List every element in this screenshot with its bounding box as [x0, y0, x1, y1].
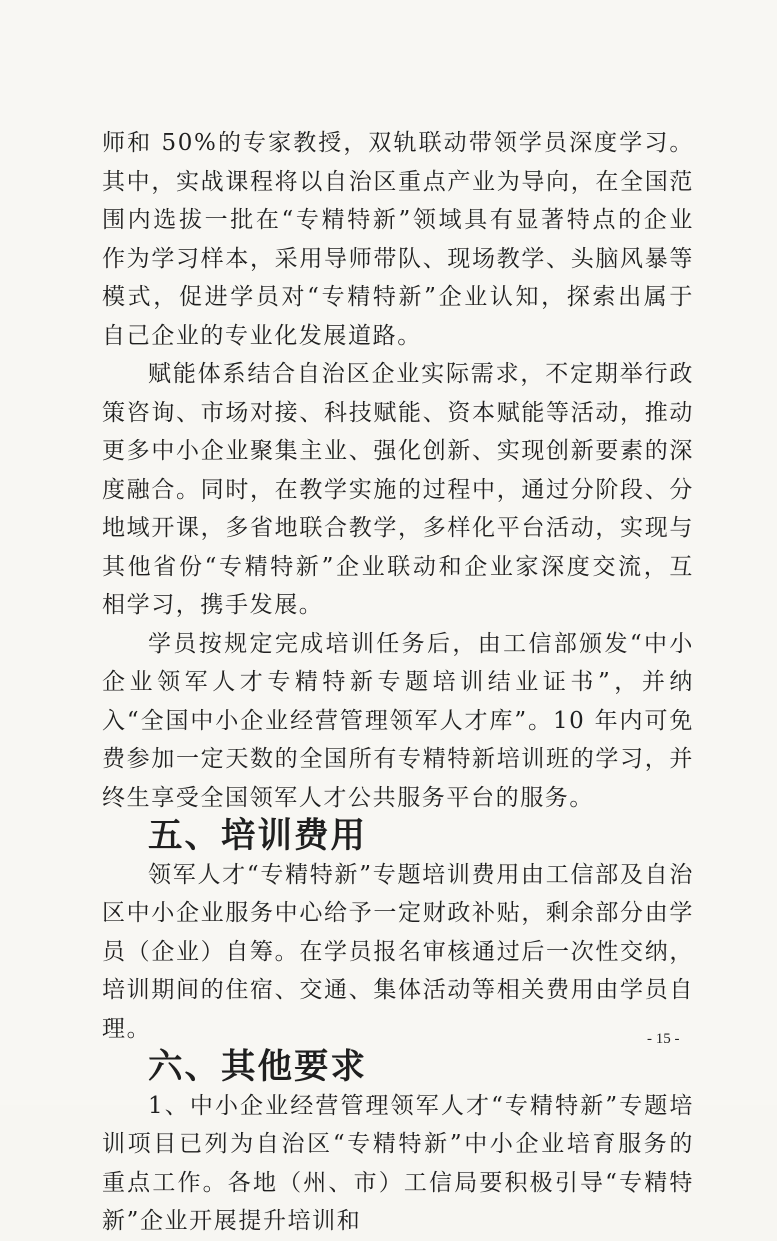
section-heading-other-requirements: 六、其他要求: [148, 1047, 367, 1087]
section-heading-training-fees: 五、培训费用: [148, 816, 367, 856]
page-number: - 15 -: [647, 1031, 680, 1047]
paragraph-certificate: 学员按规定完成培训任务后，由工信部颁发“中小企业领军人才专精特新专题培训结业证书”，并纳入“全国中小企业经营管理领军人才库”。10 年内可免费参加一定天数的全国所有专精特新培训班的学习，并终生享受全国领军人才公共服务平台的服务。: [102, 630, 694, 811]
paragraph-other-requirements: 1、中小企业经营管理领军人才“专精特新”专题培训项目已列为自治区“专精特新”中小企业培育服务的重点工作。各地（州、市）工信局要积极引导“专精特新”企业开展提升培训和: [102, 1092, 694, 1234]
document-body: [102, 124, 694, 1241]
paragraph-empowerment-system: 赋能体系结合自治区企业实际需求，不定期举行政策咨询、市场对接、科技赋能、资本赋能等活动，推动更多中小企业聚集主业、强化创新、实现创新要素的深度融合。同时，在教学实施的过程中，通过分阶段、分地域开课，多省地联合教学，多样化平台活动，实现与其他省份“专精特新”企业联动和企业家深度交流，互相学习，携手发展。: [102, 361, 694, 618]
paragraph-training-courses: 师和 50%的专家教授，双轨联动带领学员深度学习。其中，实战课程将以自治区重点产业为导向，在全国范围内选拔一批在“专精特新”领域具有显著特点的企业作为学习样本，采用导师带队、现场教学、头脑风暴等模式，促进学员对“专精特新”企业认知，探索出属于自己企业的专业化发展道路。: [102, 130, 694, 349]
paragraph-training-fees: 领军人才“专精特新”专题培训费用由工信部及自治区中小企业服务中心给予一定财政补贴，剩余部分由学员（企业）自筹。在学员报名审核通过后一次性交纳，培训期间的住宿、交通、集体活动等相关费用由学员自理。: [102, 861, 694, 1042]
